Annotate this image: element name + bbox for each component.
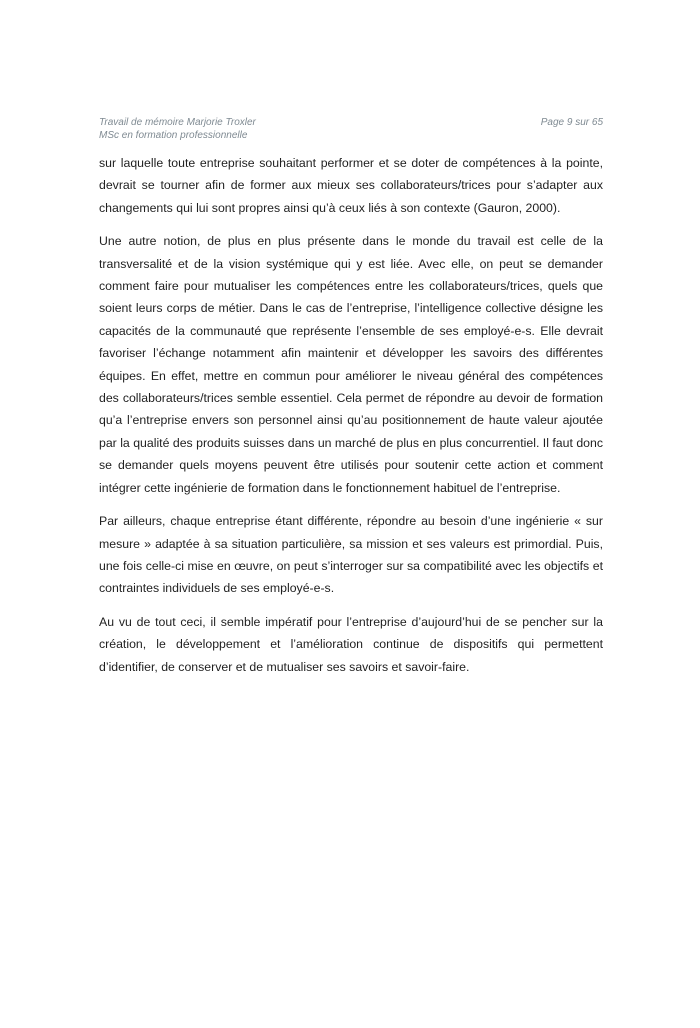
paragraph-1: sur laquelle toute entreprise souhaitant performer et se doter de compétences à la pointe, devrait se tourner afin de former aux mieux ses collaborateurs/trices pour s’adapter aux changements qui lui sont propres ainsi qu’à ceux liés à son contexte (Gauron, 2000). <box>99 156 603 215</box>
body-text <box>99 152 603 689</box>
page-header <box>99 116 603 142</box>
document-subtitle: MSc en formation professionnelle <box>99 130 248 141</box>
paragraph-4: Au vu de tout ceci, il semble impératif pour l’entreprise d’aujourd’hui de se pencher sur la création, le développement et l’amélioration continue de dispositifs qui permettent d’identifier, de conserver et de mutualiser ses savoirs et savoir-faire. <box>99 614 603 674</box>
paragraph-2: Une autre notion, de plus en plus présente dans le monde du travail est celle de la transversalité et de la vision systémique qui y est liée. Avec elle, on peut se demander comment faire pour mutualiser les compétences entre les collaborateurs/trices, quels que soient leurs corps de métier. Dans le cas de l’entreprise, l’intelligence collective désigne les capacités de la communauté que représente l’ensemble de ses employé-e-s. Elle devrait favoriser l’échange notamment afin maintenir et développer les savoirs des différentes équipes. En effet, mettre en commun pour améliorer le niveau général des compétences des collaborateurs/trices semble essentiel. Cela permet de répondre au devoir de formation qu’a l’entreprise envers son personnel ainsi qu’au positionnement de haute valeur ajoutée par la qualité des produits suisses dans un marché de plus en plus concurrentiel. Il faut donc se demander quels moyens peuvent être utilisés pour soutenir cette action et comment intégrer cette ingénierie de formation dans le fonctionnement habituel de l’entreprise. <box>99 234 603 495</box>
paragraph-3: Par ailleurs, chaque entreprise étant différente, répondre au besoin d’une ingénierie « sur mesure » adaptée à sa situation particulière, sa mission et ses valeurs est primordial. Puis, une fois celle-ci mise en œuvre, on peut s’interroger sur sa compatibilité avec les objectifs et contraintes individuels de ses employé-e-s. <box>99 514 603 596</box>
header-row <box>99 116 603 129</box>
page-number: Page 9 sur 65 <box>540 117 603 128</box>
document-title: Travail de mémoire Marjorie Troxler <box>99 117 256 128</box>
